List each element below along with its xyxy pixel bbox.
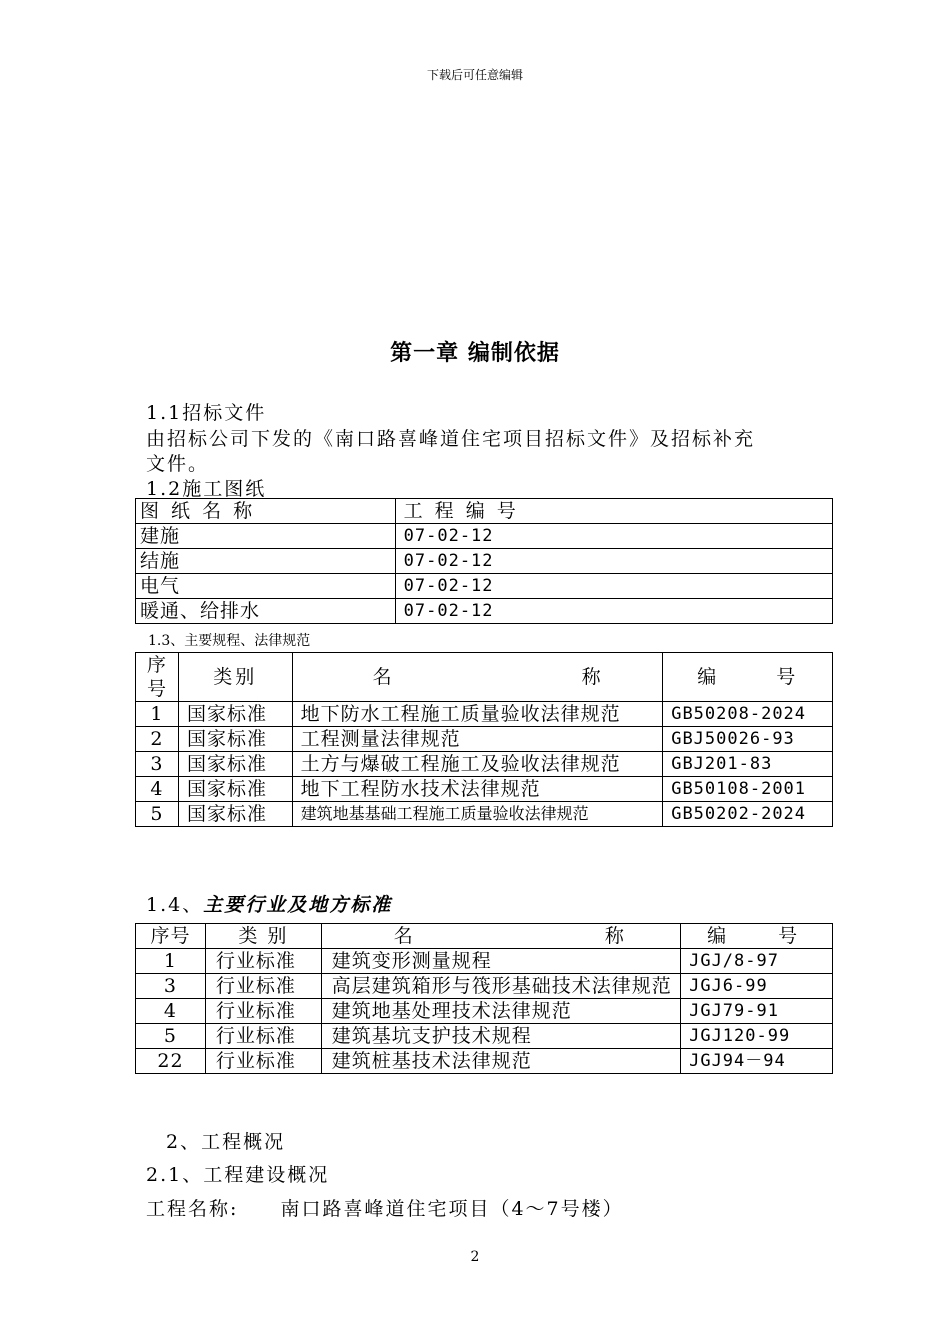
cell-code: JGJ6-99 xyxy=(681,974,833,999)
section-2-heading: 2、工程概况 xyxy=(166,1131,286,1153)
cell-index: 5 xyxy=(136,802,179,827)
header-note: 下载后可任意编辑 xyxy=(426,68,523,82)
cell-code: GB50202-2024 xyxy=(663,802,833,827)
cell-category: 行业标准 xyxy=(205,949,321,974)
cell-index: 22 xyxy=(136,1049,206,1074)
cell-drawing-name: 建施 xyxy=(136,524,396,549)
cell-drawing-name: 暖通、给排水 xyxy=(136,599,396,624)
table-row xyxy=(136,702,833,727)
cell-index: 4 xyxy=(136,777,179,802)
cell-index: 2 xyxy=(136,727,179,752)
cell-index: 3 xyxy=(136,974,206,999)
cell-name: 建筑地基基础工程施工质量验收法律规范 xyxy=(292,802,663,827)
cell-drawing-number: 07-02-12 xyxy=(395,549,832,574)
header-name-left: 名 xyxy=(393,925,414,947)
table-row xyxy=(136,999,833,1024)
cell-name: 地下防水工程施工质量验收法律规范 xyxy=(292,702,663,727)
header-cell: 工 程 编 号 xyxy=(395,499,832,524)
industry-standards-table xyxy=(135,923,833,1074)
section-1-4-title: 主要行业及地方标准 xyxy=(203,894,393,916)
cell-category: 行业标准 xyxy=(205,974,321,999)
header-cell-name xyxy=(292,653,663,702)
cell-code: JGJ120-99 xyxy=(681,1024,833,1049)
table-row xyxy=(136,802,833,827)
cell-drawing-name: 结施 xyxy=(136,549,396,574)
header-code-right: 号 xyxy=(778,925,799,947)
project-name-value: 南口路喜峰道住宅项目（4～7号楼） xyxy=(280,1198,624,1220)
header-cell-category: 类别 xyxy=(178,653,292,702)
cell-category: 国家标准 xyxy=(178,802,292,827)
cell-code: JGJ/8-97 xyxy=(681,949,833,974)
cell-index: 1 xyxy=(136,949,206,974)
section-1-4-heading xyxy=(146,890,392,917)
cell-code: GB50208-2024 xyxy=(663,702,833,727)
cell-index: 5 xyxy=(136,1024,206,1049)
chapter-title: 第一章 编制依据 xyxy=(390,341,560,366)
section-1-2-heading: 1.2施工图纸 xyxy=(146,478,267,500)
cell-name: 建筑基坑支护技术规程 xyxy=(321,1024,680,1049)
cell-name: 工程测量法律规范 xyxy=(292,727,663,752)
header-cell-name xyxy=(321,924,680,949)
table-row xyxy=(136,777,833,802)
cell-drawing-number: 07-02-12 xyxy=(395,524,832,549)
cell-category: 国家标准 xyxy=(178,727,292,752)
cell-index: 4 xyxy=(136,999,206,1024)
table-header-row xyxy=(136,653,833,702)
cell-name: 建筑地基处理技术法律规范 xyxy=(321,999,680,1024)
cell-category: 国家标准 xyxy=(178,702,292,727)
table-row xyxy=(136,524,833,549)
header-cell-code xyxy=(681,924,833,949)
table-row xyxy=(136,549,833,574)
table-row xyxy=(136,599,833,624)
cell-drawing-number: 07-02-12 xyxy=(395,599,832,624)
section-1-1-text-line2: 文件。 xyxy=(146,453,210,475)
header-cell-index: 序号 xyxy=(136,924,206,949)
header-cell-category: 类 别 xyxy=(205,924,321,949)
header-cell: 图 纸 名 称 xyxy=(136,499,396,524)
page-number: 2 xyxy=(470,1249,480,1265)
header-name-left: 名 xyxy=(372,666,393,688)
cell-code: JGJ79-91 xyxy=(681,999,833,1024)
cell-code: GBJ201-83 xyxy=(663,752,833,777)
regulations-table xyxy=(135,652,833,827)
table-header-row xyxy=(136,924,833,949)
header-code-left: 编 xyxy=(697,666,718,688)
table-row xyxy=(136,574,833,599)
section-1-1-heading: 1.1招标文件 xyxy=(146,402,267,424)
header-code-left: 编 xyxy=(707,925,728,947)
project-name-label: 工程名称: xyxy=(146,1198,239,1220)
cell-index: 3 xyxy=(136,752,179,777)
cell-code: JGJ94－94 xyxy=(681,1049,833,1074)
section-1-4-prefix: 1.4、 xyxy=(146,894,204,916)
cell-name: 地下工程防水技术法律规范 xyxy=(292,777,663,802)
header-code-right: 号 xyxy=(776,666,797,688)
cell-category: 国家标准 xyxy=(178,777,292,802)
header-name-right: 称 xyxy=(581,666,602,688)
cell-name: 高层建筑箱形与筏形基础技术法律规范 xyxy=(321,974,680,999)
cell-name: 建筑桩基技术法律规范 xyxy=(321,1049,680,1074)
cell-name: 土方与爆破工程施工及验收法律规范 xyxy=(292,752,663,777)
table-row xyxy=(136,974,833,999)
section-2-1-heading: 2.1、工程建设概况 xyxy=(146,1164,330,1186)
table-row xyxy=(136,949,833,974)
cell-category: 行业标准 xyxy=(205,1049,321,1074)
cell-name: 建筑变形测量规程 xyxy=(321,949,680,974)
table-header-row xyxy=(136,499,833,524)
cell-drawing-number: 07-02-12 xyxy=(395,574,832,599)
cell-code: GBJ50026-93 xyxy=(663,727,833,752)
table-row xyxy=(136,1024,833,1049)
cell-code: GB50108-2001 xyxy=(663,777,833,802)
table-row xyxy=(136,752,833,777)
header-cell-index: 序号 xyxy=(136,653,179,702)
cell-category: 行业标准 xyxy=(205,1024,321,1049)
cell-category: 行业标准 xyxy=(205,999,321,1024)
header-name-right: 称 xyxy=(604,925,625,947)
section-1-3-heading: 1.3、主要规程、法律规范 xyxy=(148,633,311,649)
table-row xyxy=(136,1049,833,1074)
cell-drawing-name: 电气 xyxy=(136,574,396,599)
drawings-table xyxy=(135,498,833,624)
project-name-row xyxy=(146,1194,624,1221)
table-row xyxy=(136,727,833,752)
cell-index: 1 xyxy=(136,702,179,727)
cell-category: 国家标准 xyxy=(178,752,292,777)
section-1-1-text-line1: 由招标公司下发的《南口路喜峰道住宅项目招标文件》及招标补充 xyxy=(146,428,756,450)
header-cell-code xyxy=(663,653,833,702)
